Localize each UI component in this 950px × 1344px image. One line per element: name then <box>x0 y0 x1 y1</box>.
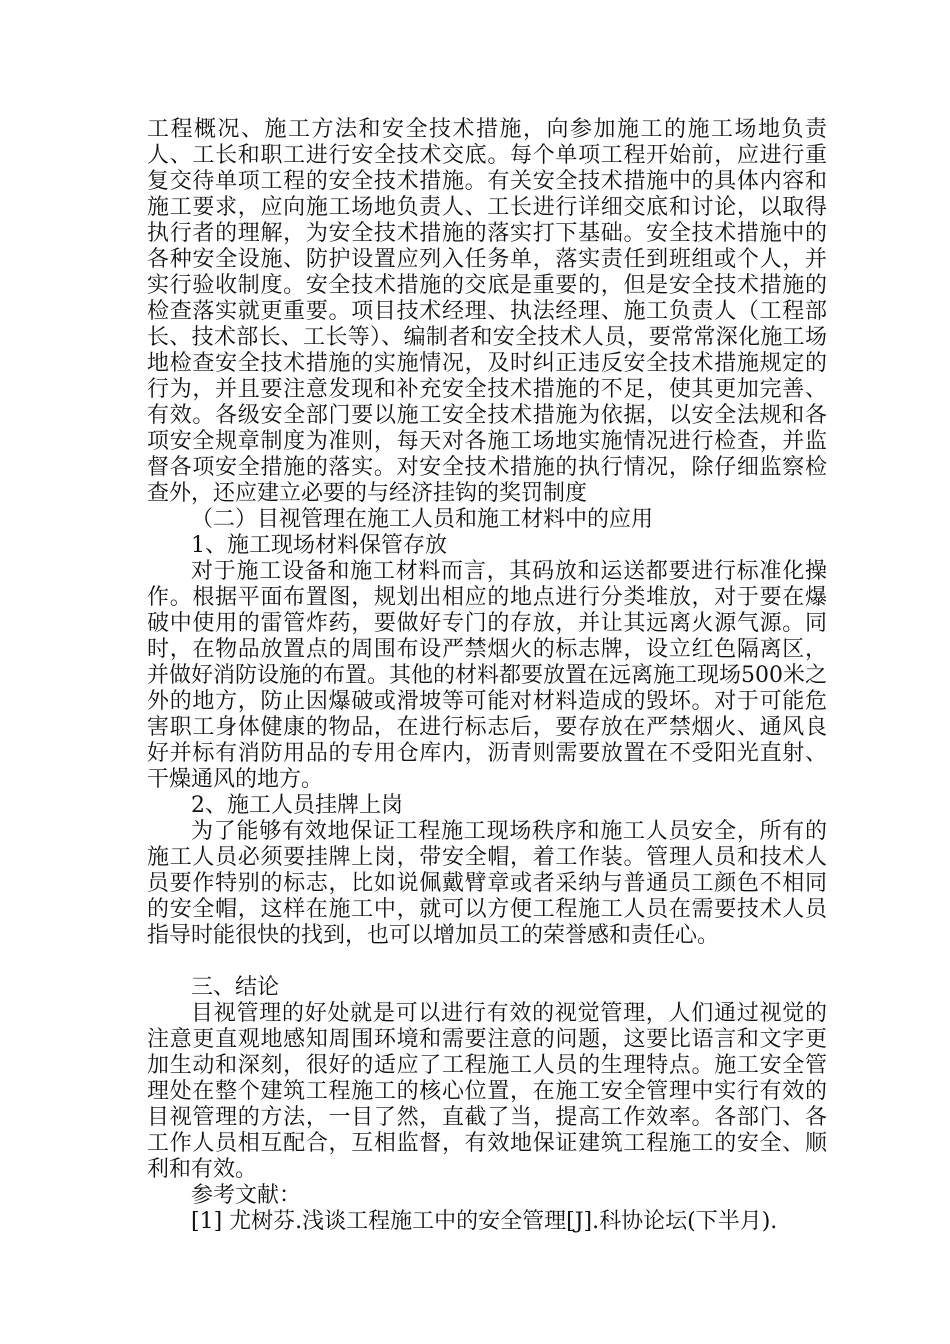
body-paragraph-badges: 为了能够有效地保证工程施工现场秩序和施工人员安全，所有的施工人员必须要挂牌上岗，带安全帽，着工作装。管理人员和技术人员要作特别的标志，比如说佩戴臂章或者采纳与普通员工颜色不相同的安全帽，这样在施工中，就可以方便工程施工人员在需要技术人员指导时能很快的找到，也可以增加员工的荣誉感和责任心。 <box>147 819 827 948</box>
body-paragraph-materials: 对于施工设备和施工材料而言，其码放和运送都要进行标准化操作。根据平面布置图，规划出相应的地点进行分类堆放，对于要在爆破中使用的雷管炸药，要做好专门的存放，并让其远离火源气源。同时，在物品放置点的周围布设严禁烟火的标志牌，设立红色隔离区，并做好消防设施的布置。其他的材料都要放置在远离施工现场500米之外的地方，防止因爆破或滑坡等可能对材料造成的毁坏。对于可能危害职工身体健康的物品，在进行标志后，要存放在严禁烟火、通风良好并标有消防用品的专用仓库内，沥青则需要放置在不受阳光直射、干燥通风的地方。 <box>147 559 827 792</box>
section-heading-conclusion: 三、结论 <box>191 975 280 1000</box>
paragraph-gap <box>147 949 827 975</box>
subsection-heading-badges: 2、施工人员挂牌上岗 <box>191 793 403 818</box>
references-title: 参考文献： <box>191 1183 302 1208</box>
document-body <box>147 117 827 1235</box>
body-paragraph-safety-measures: 工程概况、施工方法和安全技术措施，向参加施工的施工场地负责人、工长和职工进行安全技术交底。每个单项工程开始前，应进行重复交待单项工程的安全技术措施。有关安全技术措施中的具体内容和施工要求，应向施工场地负责人、工长进行详细交底和讨论，以取得执行者的理解，为安全技术措施的落实打下基础。安全技术措施中的各种安全设施、防护设置应列入任务单，落实责任到班组或个人，并实行验收制度。安全技术措施的交底是重要的，但是安全技术措施的检查落实就更重要。项目技术经理、执法经理、施工负责人（工程部长、技术部长、工长等）、编制者和安全技术人员，要常常深化施工场地检查安全技术措施的实施情况，及时纠正违反安全技术措施规定的行为，并且要注意发现和补充安全技术措施的不足，使其更加完善、有效。各级安全部门要以施工安全技术措施为依据，以安全法规和各项安全规章制度为准则，每天对各施工场地实施情况进行检查，并监督各项安全措施的落实。对安全技术措施的执行情况，除仔细监察检查外，还应建立必要的与经济挂钩的奖罚制度 <box>147 117 827 506</box>
body-paragraph-conclusion: 目视管理的好处就是可以进行有效的视觉管理，人们通过视觉的注意更直观地感知周围环境和需要注意的问题，这要比语言和文字更加生动和深刻，很好的适应了工程施工人员的生理特点。施工安全管理处在整个建筑工程施工的核心位置，在施工安全管理中实行有效的目视管理的方法，一目了然，直截了当，提高工作效率。各部门、各工作人员相互配合，互相监督，有效地保证建筑工程施工的安全、顺利和有效。 <box>147 1001 827 1182</box>
section-heading-2: （二）目视管理在施工人员和施工材料中的应用 <box>191 507 654 532</box>
subsection-heading-materials: 1、施工现场材料保管存放 <box>191 533 447 558</box>
reference-item-1: [1] 尤树芬.浅谈工程施工中的安全管理[J].科协论坛(下半月). <box>191 1209 778 1234</box>
